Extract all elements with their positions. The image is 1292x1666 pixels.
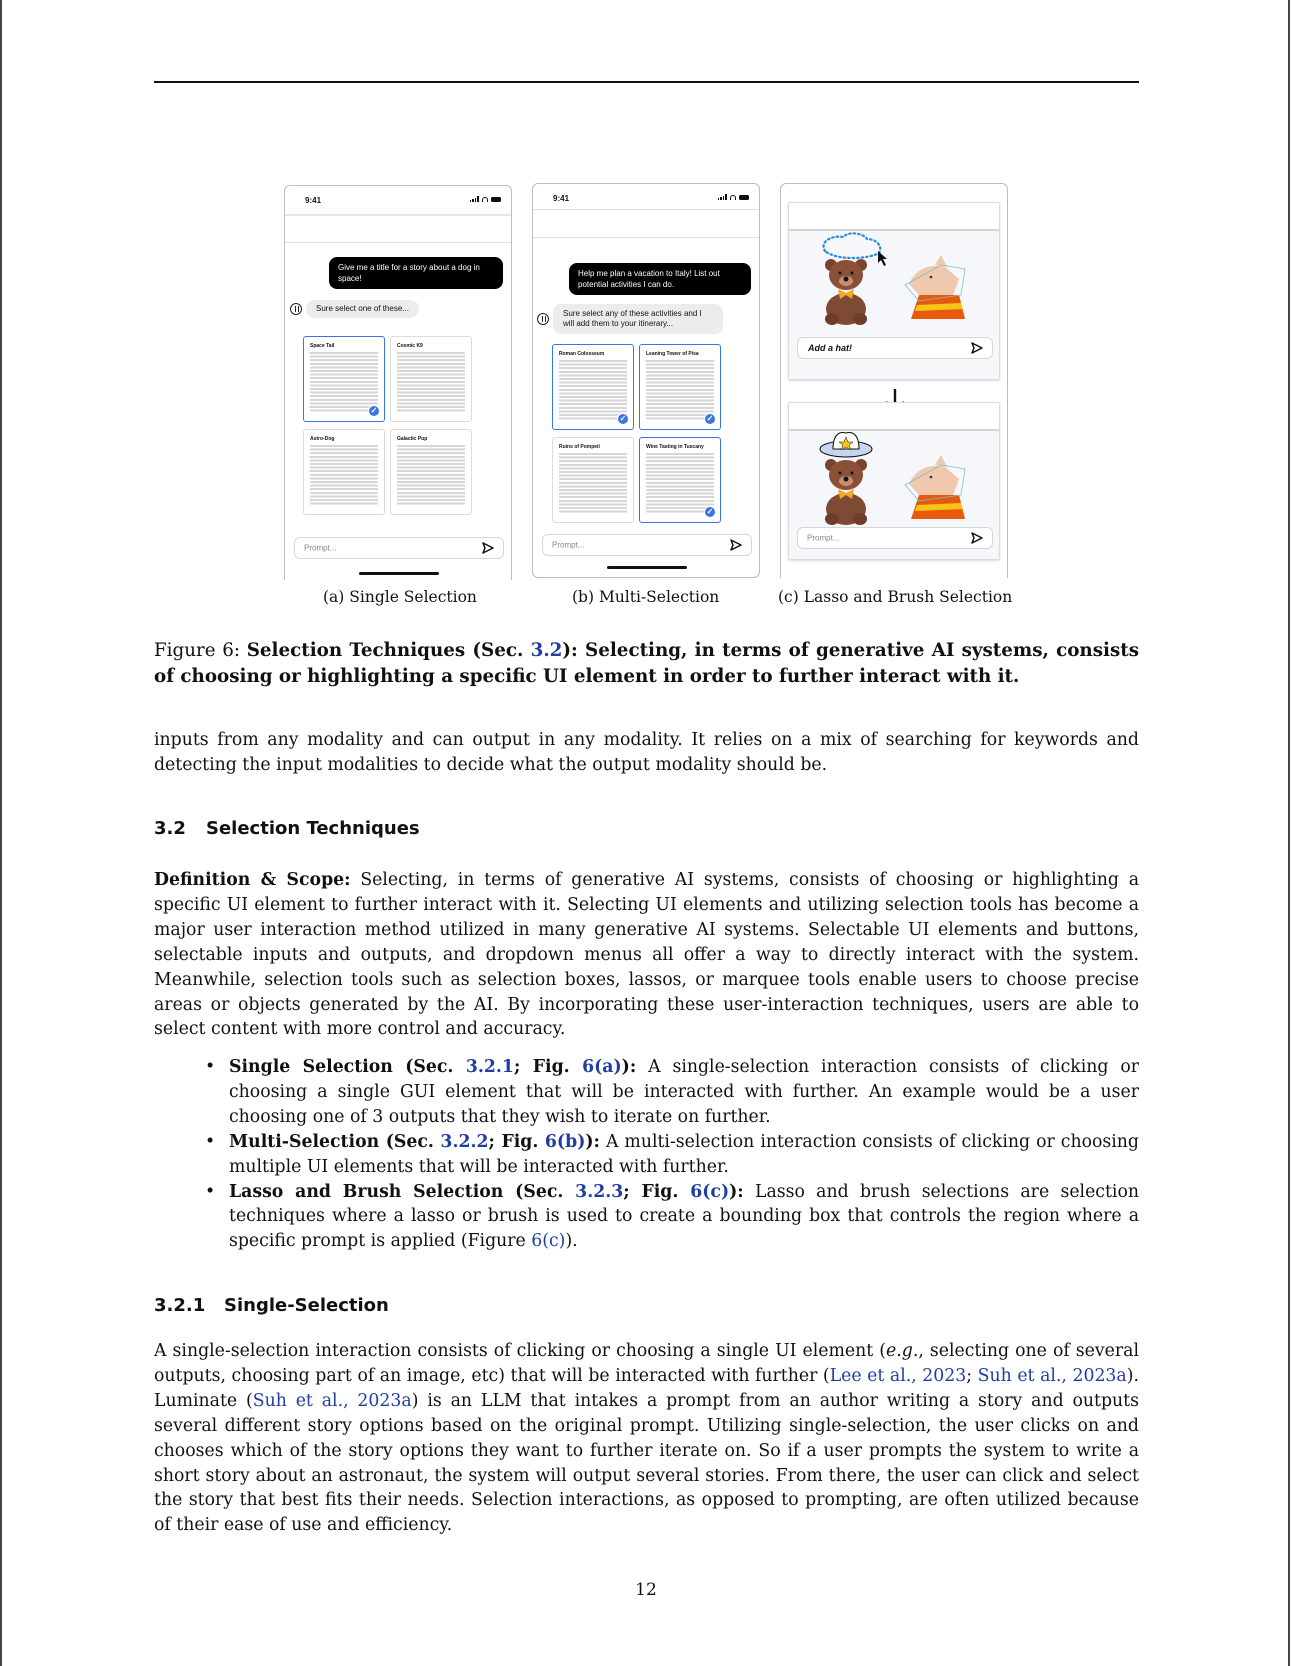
status-icons	[718, 194, 749, 200]
ai-message-bubble: Sure select any of these activities and I will add them to your itinerary...	[553, 304, 723, 334]
option-card[interactable]	[390, 336, 472, 422]
card-title: Astro-Dog	[310, 436, 335, 442]
definition-paragraph	[154, 868, 1139, 1042]
send-icon[interactable]	[970, 531, 984, 545]
list-item: • Lasso and Brush Selection (Sec. 3.2.3; Fig. 6(c)): Lasso and brush selections are selection techniques where a lasso or brush is used to create a bounding box that controls the region where a specific prompt is applied (Figure 6(c)).	[205, 1180, 1139, 1255]
figure-caption	[154, 638, 1139, 690]
caption-text: ): Selecting, in terms of generative AI systems, consists of choosing or highlighting a specific UI element in order to further interact with it.	[154, 640, 1139, 687]
figure-link[interactable]: 6(c)	[531, 1231, 566, 1252]
subsection-heading	[154, 1295, 389, 1316]
prompt-placeholder: Prompt...	[304, 543, 337, 553]
checkmark-icon: ✓	[617, 413, 629, 425]
cowboy-hat-image	[820, 433, 872, 457]
canvas-prompt-input[interactable]	[797, 527, 993, 549]
wifi-icon	[730, 195, 736, 200]
subfigure-caption-a: (a) Single Selection	[323, 588, 477, 606]
lasso-brush-mockup	[780, 183, 1008, 578]
card-text-placeholder	[310, 352, 378, 412]
checkmark-icon: ✓	[704, 506, 716, 518]
teddy-bear-image	[825, 259, 867, 325]
card-text-placeholder	[559, 453, 627, 513]
ai-assistant-icon	[537, 313, 549, 325]
option-card-selected[interactable]	[552, 344, 634, 430]
card-text-placeholder	[646, 360, 714, 420]
prompt-value: Add a hat!	[808, 343, 852, 353]
figure-link[interactable]: 6(c)	[690, 1181, 730, 1202]
card-text-placeholder	[397, 445, 465, 505]
ai-message-bubble: Sure select one of these...	[306, 300, 419, 318]
card-text-placeholder	[646, 453, 714, 513]
section-number: 3.2	[154, 818, 186, 839]
definition-label: Definition & Scope:	[154, 870, 351, 890]
cursor-icon	[878, 251, 887, 266]
card-text-placeholder	[559, 360, 627, 420]
option-card-selected[interactable]	[303, 336, 385, 422]
phone-mockup-multi-selection	[532, 183, 760, 578]
card-title: Space Tail	[310, 343, 335, 349]
canvas-before	[788, 202, 1000, 380]
signal-icon	[470, 196, 479, 202]
status-icons	[470, 196, 501, 202]
card-text-placeholder	[310, 445, 378, 505]
subsection-paragraph: A single-selection interaction consists of clicking or choosing a single UI element (e.g., selecting one of several outputs, choosing part of an image, etc) that will be interacted with further (Lee et al., 2023; Suh et al., 2023a). Luminate (Suh et al., 2023a) is an LLM that intakes a prompt from an author writing a story and outputs several different story options based on the original prompt. Utilizing single-selection, the user clicks on and chooses which of the story options they want to further iterate on. So if a user prompts the system to write a short story about an astronaut, the system will output several stories. From there, the user can click and select the story that best fits their needs. Selection interactions, as opposed to prompting, are often utilized because of their ease of use and efficiency.	[154, 1341, 1139, 1536]
canvas-after	[788, 402, 1000, 560]
option-card[interactable]	[390, 429, 472, 515]
wifi-icon	[482, 197, 488, 202]
prompt-placeholder: Prompt...	[552, 540, 585, 550]
subsection-number: 3.2.1	[154, 1295, 206, 1316]
section-link[interactable]: 3.2.2	[440, 1131, 489, 1152]
subfigure-caption-c: (c) Lasso and Brush Selection	[778, 588, 1013, 606]
section-link[interactable]: 3.2.1	[465, 1057, 514, 1077]
list-item: • Multi-Selection (Sec. 3.2.2; Fig. 6(b)): A multi-selection interaction consists of clicking or choosing multiple UI elements that will be interacted with further.	[205, 1130, 1139, 1180]
divider	[285, 242, 511, 243]
option-card[interactable]	[303, 429, 385, 515]
user-message-bubble: Help me plan a vacation to Italy! List out potential activities I can do.	[569, 263, 751, 295]
card-title: Roman Colosseum	[559, 351, 605, 357]
prompt-placeholder: Prompt...	[807, 533, 840, 543]
citation-link[interactable]: Suh et al., 2023a	[252, 1390, 412, 1411]
figure-label: Figure 6:	[154, 640, 241, 661]
section-link[interactable]: 3.2	[530, 640, 563, 661]
subsection-title: Single-Selection	[224, 1295, 389, 1316]
option-card-selected[interactable]	[639, 344, 721, 430]
caption-text: Selection Techniques (Sec.	[246, 640, 531, 661]
home-indicator	[359, 572, 439, 575]
card-text-placeholder	[397, 352, 465, 412]
canvas-toolbar	[789, 403, 999, 431]
subfigure-caption-b: (b) Multi-Selection	[572, 588, 720, 606]
signal-icon	[718, 194, 727, 200]
checkmark-icon: ✓	[704, 413, 716, 425]
fox-image	[905, 255, 965, 319]
option-card[interactable]	[552, 437, 634, 523]
canvas-prompt-input[interactable]	[797, 337, 993, 359]
teddy-bear-image	[825, 459, 867, 525]
section-heading	[154, 818, 420, 839]
canvas-illustration	[789, 429, 1001, 529]
card-title: Ruins of Pompeii	[559, 444, 600, 450]
option-card-selected[interactable]	[639, 437, 721, 523]
list-item: • Single Selection (Sec. 3.2.1; Fig. 6(a)): A single-selection interaction consists of clicking or choosing a single GUI element that will be interacted with further. An example would be a user choosing one of 3 outputs that they wish to iterate on further.	[205, 1055, 1139, 1130]
citation-link[interactable]: Lee et al., 2023	[829, 1365, 967, 1386]
canvas-illustration	[789, 229, 1001, 329]
ai-assistant-icon	[290, 303, 302, 315]
prompt-input[interactable]	[294, 537, 504, 559]
ai-message-row	[290, 300, 419, 318]
figure-link[interactable]: 6(a)	[582, 1057, 622, 1077]
intro-paragraph: inputs from any modality and can output in any modality. It relies on a mix of searching for keywords and detecting the input modalities to decide what the output modality should be.	[154, 730, 1139, 775]
header-rule	[154, 81, 1139, 83]
battery-icon	[739, 195, 749, 200]
figure-link[interactable]: 6(b)	[544, 1131, 586, 1152]
definition-text: Selecting, in terms of generative AI systems, consists of choosing or highlighting a specific UI element to further interact with it. Selecting UI elements and utilizing selection tools has become a major user interaction method utilized in many generative AI systems. Selectable UI elements and buttons, selectable inputs and outputs, and dropdown menus all offer a way to directly interact with the system. Meanwhile, selection tools such as selection boxes, lassos, or marquee tools enable users to choose precise areas or objects generated by the AI. By incorporating these user-interaction techniques, users are able to select content with more control and accuracy.	[154, 870, 1140, 1040]
status-time: 9:41	[305, 196, 322, 205]
checkmark-icon: ✓	[368, 405, 380, 417]
phone-mockup-single-selection	[284, 185, 512, 580]
send-icon[interactable]	[729, 538, 743, 552]
card-title: Cosmic K9	[397, 343, 423, 349]
divider	[533, 237, 759, 238]
send-icon[interactable]	[970, 341, 984, 355]
card-title: Leaning Tower of Pisa	[646, 351, 699, 357]
section-link[interactable]: 3.2.3	[575, 1181, 624, 1202]
card-title: Galactic Pup	[397, 436, 428, 442]
ai-message-row	[537, 304, 723, 334]
canvas-toolbar	[789, 203, 999, 231]
fox-image	[905, 455, 965, 519]
send-icon[interactable]	[481, 541, 495, 555]
user-message-bubble: Give me a title for a story about a dog in space!	[329, 257, 503, 289]
page-number: 12	[635, 1580, 657, 1600]
status-time: 9:41	[553, 194, 570, 203]
battery-icon	[491, 197, 501, 202]
home-indicator	[607, 566, 687, 569]
citation-link[interactable]: Suh et al., 2023a	[977, 1365, 1127, 1386]
divider	[533, 209, 759, 210]
prompt-input[interactable]	[542, 534, 752, 556]
section-title: Selection Techniques	[206, 818, 420, 839]
card-title: Wine Tasting in Tuscany	[646, 444, 704, 450]
lasso-selection	[824, 233, 881, 258]
technique-list	[205, 1055, 1139, 1254]
divider	[285, 214, 511, 216]
